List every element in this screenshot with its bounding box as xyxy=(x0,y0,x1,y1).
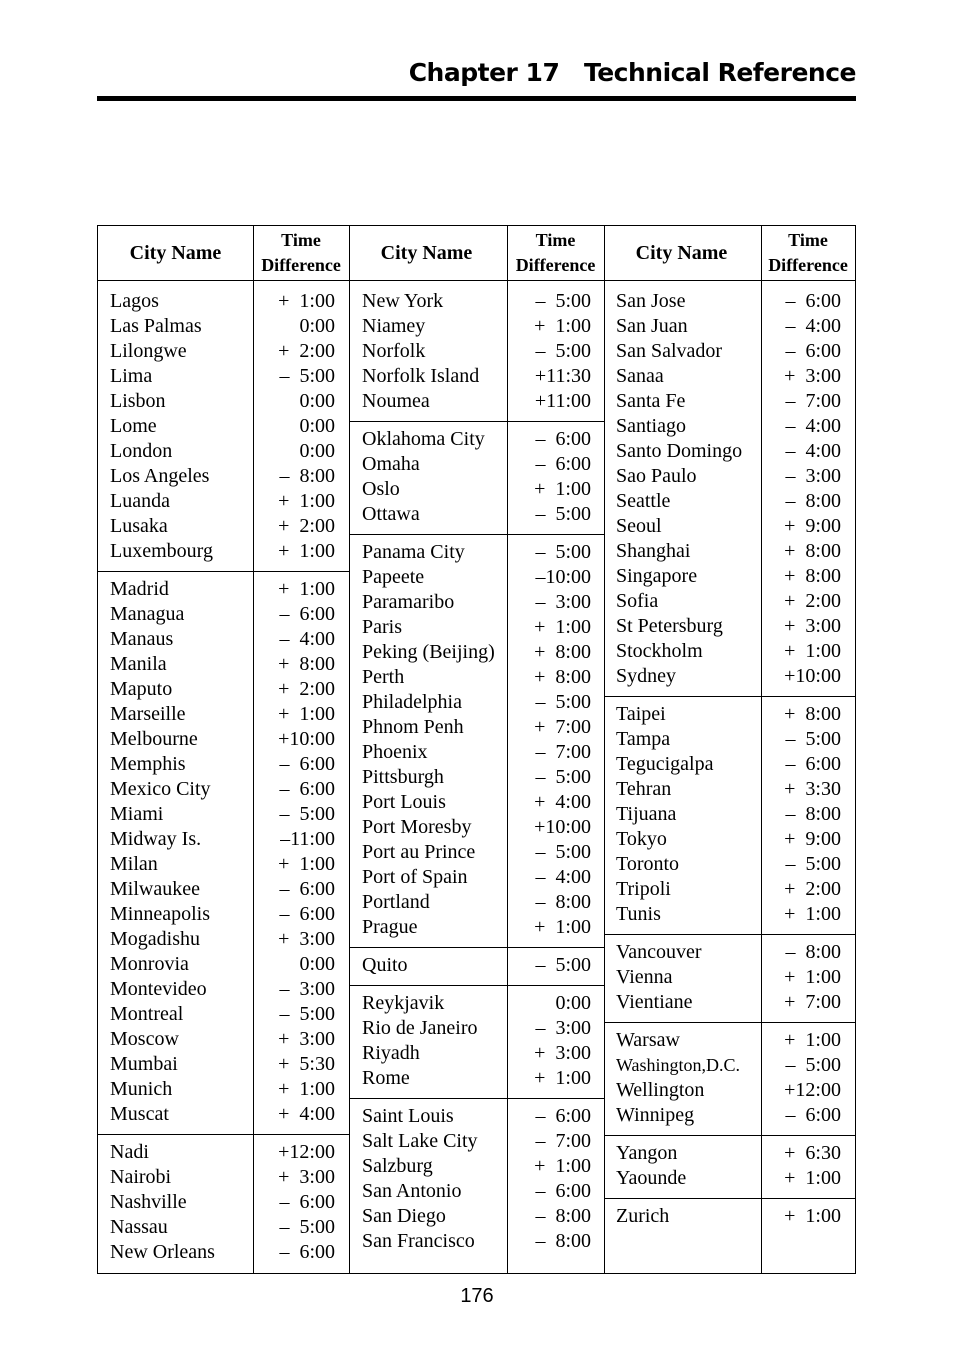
time-difference: – 6:00 xyxy=(279,753,335,775)
city-name: Oklahoma City xyxy=(362,428,485,450)
column-divider xyxy=(604,226,605,1273)
city-name: Las Palmas xyxy=(110,315,202,337)
time-difference: + 9:00 xyxy=(784,515,841,537)
city-name: Philadelphia xyxy=(362,691,462,713)
time-difference: + 8:00 xyxy=(784,540,841,562)
group-divider xyxy=(605,696,855,697)
city-name: San Antonio xyxy=(362,1180,462,1202)
city-name: Toronto xyxy=(616,853,680,875)
city-name: Tehran xyxy=(616,778,672,800)
time-group xyxy=(761,1141,841,1191)
time-difference: + 8:00 xyxy=(278,653,335,675)
column-divider xyxy=(349,226,350,1273)
city-name: Moscow xyxy=(110,1028,179,1050)
city-name: St Petersburg xyxy=(616,615,723,637)
time-difference: + 4:00 xyxy=(278,1103,335,1125)
city-name: Nadi xyxy=(110,1141,149,1163)
city-name: Quito xyxy=(362,954,408,976)
city-name: Milwaukee xyxy=(110,878,200,900)
city-name: Seoul xyxy=(616,515,662,537)
time-difference: – 5:00 xyxy=(535,691,591,713)
city-name: Washington,D.C. xyxy=(616,1055,741,1075)
city-name: Noumea xyxy=(362,390,430,412)
city-name: Portland xyxy=(362,891,430,913)
city-name: Lusaka xyxy=(110,515,168,537)
time-difference: – 6:00 xyxy=(785,290,841,312)
time-difference: + 4:00 xyxy=(534,791,591,813)
city-name: Singapore xyxy=(616,565,698,587)
time-difference: + 1:00 xyxy=(784,903,841,925)
time-group xyxy=(507,289,591,414)
city-group xyxy=(362,953,408,978)
time-difference: + 3:00 xyxy=(534,1042,591,1064)
time-difference: – 5:00 xyxy=(535,841,591,863)
city-name: Montreal xyxy=(110,1003,184,1025)
city-name: Port au Prince xyxy=(362,841,476,863)
header-divider xyxy=(98,280,855,281)
city-name: Panama City xyxy=(362,541,465,563)
group-divider xyxy=(605,1022,855,1023)
city-group xyxy=(362,427,485,527)
city-name: London xyxy=(110,440,173,462)
time-group xyxy=(507,540,591,940)
time-group xyxy=(507,953,591,978)
time-difference: + 2:00 xyxy=(278,678,335,700)
time-difference: – 8:00 xyxy=(279,465,335,487)
city-name: Sao Paulo xyxy=(616,465,697,487)
time-difference: – 4:00 xyxy=(785,415,841,437)
city-name: Paramaribo xyxy=(362,591,455,613)
city-name: San Jose xyxy=(616,290,686,312)
time-difference: +10:00 xyxy=(784,665,841,687)
time-difference: + 1:00 xyxy=(784,1029,841,1051)
city-name: Salt Lake City xyxy=(362,1130,478,1152)
city-name: Sofia xyxy=(616,590,659,612)
header-city-name: City Name xyxy=(129,241,222,264)
time-difference: – 4:00 xyxy=(279,628,335,650)
city-name: Tijuana xyxy=(616,803,677,825)
city-name: Norfolk xyxy=(362,340,426,362)
time-difference: + 1:00 xyxy=(278,578,335,600)
time-difference: + 1:00 xyxy=(278,290,335,312)
city-name: San Francisco xyxy=(362,1230,475,1252)
time-difference: 0:00 xyxy=(299,315,335,337)
time-difference: –10:00 xyxy=(535,566,591,588)
time-group xyxy=(761,289,841,689)
time-difference: – 5:00 xyxy=(785,853,841,875)
time-difference: – 5:00 xyxy=(535,503,591,525)
city-group xyxy=(616,940,702,1015)
time-difference: 0:00 xyxy=(555,992,591,1014)
time-difference: + 2:00 xyxy=(278,515,335,537)
city-name: Omaha xyxy=(362,453,420,475)
city-group xyxy=(362,1104,478,1254)
city-group xyxy=(362,991,478,1091)
time-difference: – 6:00 xyxy=(279,778,335,800)
header-time-line1: Time xyxy=(788,230,828,250)
time-difference: + 8:00 xyxy=(784,703,841,725)
time-difference: + 9:00 xyxy=(784,828,841,850)
city-name: Santiago xyxy=(616,415,686,437)
time-difference: + 1:00 xyxy=(784,966,841,988)
header-time-difference xyxy=(761,226,855,280)
city-name: Nairobi xyxy=(110,1166,172,1188)
city-name: Tampa xyxy=(616,728,671,750)
city-name: Nassau xyxy=(110,1216,168,1238)
city-name: Oslo xyxy=(362,478,400,500)
city-name: Lilongwe xyxy=(110,340,187,362)
city-name: Rio de Janeiro xyxy=(362,1017,478,1039)
city-name: Vancouver xyxy=(616,941,702,963)
group-divider xyxy=(350,1098,604,1099)
time-difference: – 6:00 xyxy=(279,1191,335,1213)
time-difference: + 8:00 xyxy=(534,641,591,663)
city-name: Yaounde xyxy=(616,1167,687,1189)
header-city-name: City Name xyxy=(380,241,473,264)
time-difference: + 7:00 xyxy=(534,716,591,738)
time-difference: – 4:00 xyxy=(785,315,841,337)
time-difference: + 2:00 xyxy=(278,340,335,362)
city-name: Los Angeles xyxy=(110,465,210,487)
time-difference: –11:00 xyxy=(280,828,335,850)
city-group xyxy=(362,289,479,414)
time-group xyxy=(761,940,841,1015)
time-difference: + 1:00 xyxy=(534,616,591,638)
city-name: Nashville xyxy=(110,1191,187,1213)
city-name: Port Louis xyxy=(362,791,446,813)
time-difference: + 1:00 xyxy=(784,1167,841,1189)
city-group xyxy=(110,577,211,1127)
city-group xyxy=(616,289,742,689)
time-difference: +11:00 xyxy=(534,390,591,412)
city-name: Yangon xyxy=(616,1142,678,1164)
time-difference: + 5:30 xyxy=(278,1053,335,1075)
time-difference: + 3:30 xyxy=(784,778,841,800)
header-time-difference xyxy=(507,226,604,280)
time-difference: – 5:00 xyxy=(785,1054,841,1076)
time-difference: – 3:00 xyxy=(535,1017,591,1039)
time-difference: – 5:00 xyxy=(279,365,335,387)
time-difference: +11:30 xyxy=(534,365,591,387)
city-name: Tripoli xyxy=(616,878,671,900)
city-name: Salzburg xyxy=(362,1155,433,1177)
city-name: Rome xyxy=(362,1067,410,1089)
time-difference: + 3:00 xyxy=(278,1166,335,1188)
city-name: Mexico City xyxy=(110,778,211,800)
time-group xyxy=(761,1204,841,1229)
city-group xyxy=(110,289,213,564)
time-difference: – 8:00 xyxy=(535,1230,591,1252)
time-difference: + 2:00 xyxy=(784,590,841,612)
city-name: Santa Fe xyxy=(616,390,686,412)
header-time-line2: Difference xyxy=(515,255,596,275)
city-name: Melbourne xyxy=(110,728,198,750)
group-divider xyxy=(350,534,604,535)
time-group xyxy=(761,702,841,927)
city-name: Perth xyxy=(362,666,405,688)
time-group xyxy=(507,991,591,1091)
city-name: Lisbon xyxy=(110,390,166,412)
city-group xyxy=(110,1140,215,1265)
page-number: 176 xyxy=(460,1285,494,1307)
time-difference: + 1:00 xyxy=(278,490,335,512)
city-name: San Juan xyxy=(616,315,688,337)
city-name: Pittsburgh xyxy=(362,766,444,788)
city-name: Sydney xyxy=(616,665,676,687)
header-time-difference xyxy=(253,226,349,280)
city-name: Memphis xyxy=(110,753,186,775)
time-difference: + 7:00 xyxy=(784,991,841,1013)
time-difference: + 8:00 xyxy=(784,565,841,587)
time-difference: – 8:00 xyxy=(785,490,841,512)
group-divider xyxy=(98,1134,349,1135)
time-difference: – 7:00 xyxy=(785,390,841,412)
time-difference: – 4:00 xyxy=(535,866,591,888)
time-difference: – 6:00 xyxy=(279,878,335,900)
time-difference: – 6:00 xyxy=(785,753,841,775)
city-name: Tegucigalpa xyxy=(616,753,714,775)
group-divider xyxy=(605,1198,855,1199)
chapter-label: Chapter 17 xyxy=(408,58,560,87)
city-name: Marseille xyxy=(110,703,186,725)
time-difference: + 3:00 xyxy=(278,1028,335,1050)
time-difference: + 1:00 xyxy=(534,1155,591,1177)
time-difference: – 8:00 xyxy=(785,803,841,825)
city-name: Midway Is. xyxy=(110,828,202,850)
time-difference: – 6:00 xyxy=(535,453,591,475)
time-difference: – 6:00 xyxy=(279,1241,335,1263)
time-difference: – 5:00 xyxy=(535,954,591,976)
time-difference: + 1:00 xyxy=(534,315,591,337)
city-name: Taipei xyxy=(616,703,666,725)
time-difference: + 1:00 xyxy=(784,1205,841,1227)
group-divider xyxy=(605,934,855,935)
time-difference: – 8:00 xyxy=(785,941,841,963)
time-difference: – 5:00 xyxy=(279,1216,335,1238)
city-group xyxy=(616,702,713,927)
time-group xyxy=(507,1104,591,1254)
city-name: Luanda xyxy=(110,490,170,512)
city-group xyxy=(616,1028,740,1128)
city-name: Lagos xyxy=(110,290,159,312)
header-time-line1: Time xyxy=(281,230,321,250)
time-difference: – 6:00 xyxy=(535,428,591,450)
header-time-line2: Difference xyxy=(261,255,341,275)
time-difference-table xyxy=(97,225,856,1274)
time-difference: + 1:00 xyxy=(534,1067,591,1089)
city-name: Zurich xyxy=(616,1205,670,1227)
time-difference: +12:00 xyxy=(784,1079,841,1101)
city-name: Warsaw xyxy=(616,1029,680,1051)
group-divider xyxy=(605,1135,855,1136)
city-name: Norfolk Island xyxy=(362,365,480,387)
city-name: San Salvador xyxy=(616,340,723,362)
time-difference: – 4:00 xyxy=(785,440,841,462)
city-name: Saint Louis xyxy=(362,1105,454,1127)
city-name: Riyadh xyxy=(362,1042,420,1064)
time-difference: + 6:30 xyxy=(784,1142,841,1164)
time-difference: + 1:00 xyxy=(784,640,841,662)
city-name: Manaus xyxy=(110,628,174,650)
time-difference: – 8:00 xyxy=(535,1205,591,1227)
city-name: Shanghai xyxy=(616,540,691,562)
group-divider xyxy=(350,985,604,986)
city-name: Papeete xyxy=(362,566,425,588)
time-difference: + 1:00 xyxy=(278,853,335,875)
city-name: Niamey xyxy=(362,315,426,337)
time-difference: +10:00 xyxy=(534,816,591,838)
city-name: Lima xyxy=(110,365,153,387)
city-name: Port Moresby xyxy=(362,816,472,838)
city-name: Milan xyxy=(110,853,158,875)
time-difference: – 8:00 xyxy=(535,891,591,913)
city-name: New Orleans xyxy=(110,1241,215,1263)
city-name: New York xyxy=(362,290,444,312)
time-difference: – 6:00 xyxy=(535,1180,591,1202)
city-name: Reykjavik xyxy=(362,992,445,1014)
time-difference: – 5:00 xyxy=(535,766,591,788)
time-difference: – 6:00 xyxy=(279,903,335,925)
time-difference: 0:00 xyxy=(299,415,335,437)
city-name: Phnom Penh xyxy=(362,716,464,738)
time-difference: – 5:00 xyxy=(785,728,841,750)
time-difference: + 1:00 xyxy=(534,916,591,938)
city-name: Mumbai xyxy=(110,1053,178,1075)
city-name: Winnipeg xyxy=(616,1104,695,1126)
time-difference: – 7:00 xyxy=(535,741,591,763)
time-difference: – 5:00 xyxy=(279,803,335,825)
time-difference: – 6:00 xyxy=(785,1104,841,1126)
group-divider xyxy=(98,571,349,572)
city-name: Minneapolis xyxy=(110,903,210,925)
city-name: Miami xyxy=(110,803,164,825)
city-name: Manila xyxy=(110,653,167,675)
group-divider xyxy=(350,421,604,422)
time-group xyxy=(253,289,335,564)
time-difference: + 3:00 xyxy=(784,615,841,637)
city-name: Madrid xyxy=(110,578,169,600)
time-group xyxy=(507,427,591,527)
time-difference: 0:00 xyxy=(299,440,335,462)
header-time-line2: Difference xyxy=(768,255,848,275)
city-name: Tunis xyxy=(616,903,661,925)
city-group xyxy=(616,1141,686,1191)
header-time-line1: Time xyxy=(535,230,576,250)
time-difference: – 5:00 xyxy=(279,1003,335,1025)
time-difference: + 1:00 xyxy=(278,1078,335,1100)
city-name: Stockholm xyxy=(616,640,703,662)
time-difference: – 3:00 xyxy=(279,978,335,1000)
city-name: Managua xyxy=(110,603,185,625)
city-name: Wellington xyxy=(616,1079,705,1101)
city-name: Vientiane xyxy=(616,991,693,1013)
chapter-title xyxy=(409,58,856,87)
city-name: Montevideo xyxy=(110,978,207,1000)
city-name: Luxembourg xyxy=(110,540,213,562)
time-difference: – 6:00 xyxy=(535,1105,591,1127)
chapter-name: Technical Reference xyxy=(583,58,856,87)
city-name: Santo Domingo xyxy=(616,440,743,462)
city-name: Peking (Beijing) xyxy=(362,641,495,663)
time-difference: + 3:00 xyxy=(784,365,841,387)
time-difference: +10:00 xyxy=(278,728,335,750)
city-name: Monrovia xyxy=(110,953,189,975)
city-name: Paris xyxy=(362,616,402,638)
city-name: San Diego xyxy=(362,1205,446,1227)
header-city-name: City Name xyxy=(635,241,728,264)
time-difference: +12:00 xyxy=(278,1141,335,1163)
time-difference: + 1:00 xyxy=(278,540,335,562)
city-name: Sanaa xyxy=(616,365,664,387)
time-difference: 0:00 xyxy=(299,953,335,975)
time-group xyxy=(761,1028,841,1128)
city-group xyxy=(616,1204,669,1229)
time-difference: + 1:00 xyxy=(534,478,591,500)
city-name: Tokyo xyxy=(616,828,667,850)
time-difference: 0:00 xyxy=(299,390,335,412)
time-difference: + 1:00 xyxy=(278,703,335,725)
group-divider xyxy=(350,947,604,948)
time-difference: – 7:00 xyxy=(535,1130,591,1152)
city-name: Munich xyxy=(110,1078,173,1100)
city-name: Lome xyxy=(110,415,157,437)
city-name: Maputo xyxy=(110,678,173,700)
city-name: Prague xyxy=(362,916,418,938)
time-difference: – 3:00 xyxy=(535,591,591,613)
time-difference: – 6:00 xyxy=(279,603,335,625)
time-difference: – 6:00 xyxy=(785,340,841,362)
city-group xyxy=(362,540,495,940)
city-name: Muscat xyxy=(110,1103,169,1125)
time-difference: – 5:00 xyxy=(535,541,591,563)
header-rule xyxy=(97,96,856,101)
time-difference: – 5:00 xyxy=(535,290,591,312)
city-name: Vienna xyxy=(616,966,673,988)
time-difference: + 3:00 xyxy=(278,928,335,950)
time-difference: + 8:00 xyxy=(534,666,591,688)
city-name: Seattle xyxy=(616,490,671,512)
city-name: Ottawa xyxy=(362,503,420,525)
time-group xyxy=(253,1140,335,1265)
time-difference: – 5:00 xyxy=(535,340,591,362)
time-group xyxy=(253,577,335,1127)
city-name: Mogadishu xyxy=(110,928,200,950)
time-difference: – 3:00 xyxy=(785,465,841,487)
city-name: Phoenix xyxy=(362,741,428,763)
city-name: Port of Spain xyxy=(362,866,468,888)
time-difference: + 2:00 xyxy=(784,878,841,900)
